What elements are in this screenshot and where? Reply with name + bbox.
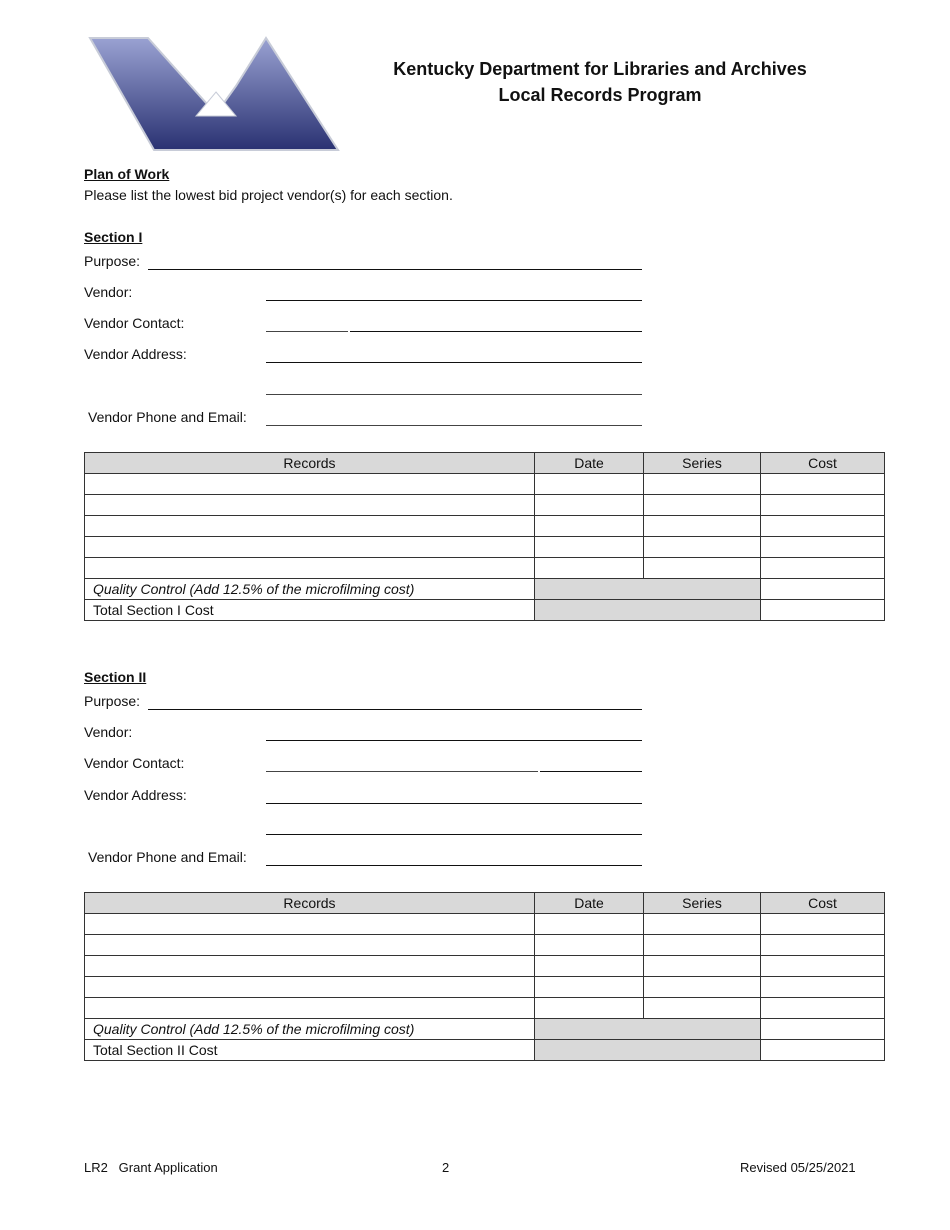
series-cell[interactable]: [644, 537, 761, 558]
table-row: [85, 914, 885, 935]
table-header-row: [85, 893, 885, 914]
date-column-header: Date: [535, 453, 644, 474]
date-cell[interactable]: [535, 537, 644, 558]
section1-purpose-field[interactable]: [148, 269, 642, 270]
table-row: [85, 558, 885, 579]
section2-contact-field-part1[interactable]: [266, 771, 538, 772]
quality-control-row: [85, 579, 885, 600]
section1-title: Section I: [84, 229, 143, 245]
section1-phone-field[interactable]: [266, 425, 642, 426]
section2-purpose-label: Purpose:: [84, 693, 141, 709]
header-subtitle: Local Records Program: [498, 85, 702, 105]
records-cell[interactable]: [85, 516, 535, 537]
shaded-cell: [535, 1040, 761, 1061]
series-cell[interactable]: [644, 998, 761, 1019]
plan-title: Plan of Work: [84, 166, 170, 182]
section1-purpose-label: Purpose:: [84, 253, 141, 269]
cost-cell[interactable]: [761, 935, 885, 956]
total-cost-cell[interactable]: [761, 1040, 885, 1061]
total-label: Total Section II Cost: [85, 1040, 535, 1061]
cost-cell[interactable]: [761, 537, 885, 558]
records-cell[interactable]: [85, 935, 535, 956]
records-column-header: Records: [85, 893, 535, 914]
series-cell[interactable]: [644, 914, 761, 935]
date-cell[interactable]: [535, 977, 644, 998]
cost-cell[interactable]: [761, 474, 885, 495]
records-cell[interactable]: [85, 495, 535, 516]
section1-address-label: Vendor Address:: [84, 346, 187, 362]
table-row: [85, 537, 885, 558]
cost-cell[interactable]: [761, 516, 885, 537]
section2-records-table: [84, 892, 885, 1061]
section2-address-field-line2[interactable]: [266, 834, 642, 835]
section1-records-table: [84, 452, 885, 621]
kdla-logo: [88, 36, 340, 152]
quality-control-cost-cell[interactable]: [761, 1019, 885, 1040]
series-column-header: Series: [644, 453, 761, 474]
series-cell[interactable]: [644, 935, 761, 956]
records-column-header: Records: [85, 453, 535, 474]
series-cell[interactable]: [644, 956, 761, 977]
section1-contact-field-part2[interactable]: [350, 331, 642, 332]
shaded-cell: [535, 579, 761, 600]
total-cost-cell[interactable]: [761, 600, 885, 621]
records-cell[interactable]: [85, 558, 535, 579]
date-cell[interactable]: [535, 474, 644, 495]
table-row: [85, 495, 885, 516]
cost-column-header: Cost: [761, 893, 885, 914]
table-row: [85, 977, 885, 998]
section2-phone-label: Vendor Phone and Email:: [88, 849, 247, 865]
cost-cell[interactable]: [761, 998, 885, 1019]
footer-form-name: LR2 Grant Application: [84, 1160, 218, 1175]
cost-cell[interactable]: [761, 956, 885, 977]
series-cell[interactable]: [644, 474, 761, 495]
section2-contact-field-part2[interactable]: [540, 771, 642, 772]
footer-page-number: 2: [442, 1160, 450, 1175]
series-column-header: Series: [644, 893, 761, 914]
section2-purpose-field[interactable]: [148, 709, 642, 710]
section1-contact-field-part1[interactable]: [266, 331, 348, 332]
series-cell[interactable]: [644, 558, 761, 579]
date-cell[interactable]: [535, 956, 644, 977]
section1-address-field-line2[interactable]: [266, 394, 642, 395]
date-cell[interactable]: [535, 516, 644, 537]
records-cell[interactable]: [85, 914, 535, 935]
records-cell[interactable]: [85, 537, 535, 558]
cost-cell[interactable]: [761, 914, 885, 935]
section2-title: Section II: [84, 669, 147, 685]
date-cell[interactable]: [535, 998, 644, 1019]
date-cell[interactable]: [535, 558, 644, 579]
section2-address-label: Vendor Address:: [84, 787, 187, 803]
section1-vendor-field[interactable]: [266, 300, 642, 301]
series-cell[interactable]: [644, 977, 761, 998]
header-title: Kentucky Department for Libraries and Archives: [393, 59, 807, 79]
table-header-row: [85, 453, 885, 474]
table-row: [85, 474, 885, 495]
table-row: [85, 998, 885, 1019]
section2-address-field-line1[interactable]: [266, 803, 642, 804]
series-cell[interactable]: [644, 495, 761, 516]
records-cell[interactable]: [85, 956, 535, 977]
series-cell[interactable]: [644, 516, 761, 537]
shaded-cell: [535, 600, 761, 621]
section2-vendor-label: Vendor:: [84, 724, 133, 740]
date-cell[interactable]: [535, 914, 644, 935]
table-row: [85, 956, 885, 977]
records-cell[interactable]: [85, 998, 535, 1019]
date-cell[interactable]: [535, 495, 644, 516]
date-cell[interactable]: [535, 935, 644, 956]
quality-control-row: [85, 1019, 885, 1040]
records-cell[interactable]: [85, 977, 535, 998]
table-row: [85, 516, 885, 537]
section1-address-field-line1[interactable]: [266, 362, 642, 363]
section2-vendor-field[interactable]: [266, 740, 642, 741]
section2-phone-field[interactable]: [266, 865, 642, 866]
shaded-cell: [535, 1019, 761, 1040]
section1-phone-label: Vendor Phone and Email:: [88, 409, 247, 425]
total-label: Total Section I Cost: [85, 600, 535, 621]
section2-contact-label: Vendor Contact:: [84, 755, 185, 771]
plan-instruction: Please list the lowest bid project vendor(s) for each section.: [84, 187, 453, 203]
total-row: [85, 600, 885, 621]
quality-control-label: Quality Control (Add 12.5% of the microfilming cost): [85, 579, 535, 600]
footer-revised-date: Revised 05/25/2021: [740, 1160, 856, 1175]
date-column-header: Date: [535, 893, 644, 914]
table-row: [85, 935, 885, 956]
cost-cell[interactable]: [761, 558, 885, 579]
section1-contact-label: Vendor Contact:: [84, 315, 185, 331]
section1-vendor-label: Vendor:: [84, 284, 133, 300]
page-header: [380, 56, 820, 108]
records-cell[interactable]: [85, 474, 535, 495]
total-row: [85, 1040, 885, 1061]
cost-cell[interactable]: [761, 977, 885, 998]
cost-column-header: Cost: [761, 453, 885, 474]
quality-control-label: Quality Control (Add 12.5% of the microfilming cost): [85, 1019, 535, 1040]
quality-control-cost-cell[interactable]: [761, 579, 885, 600]
cost-cell[interactable]: [761, 495, 885, 516]
